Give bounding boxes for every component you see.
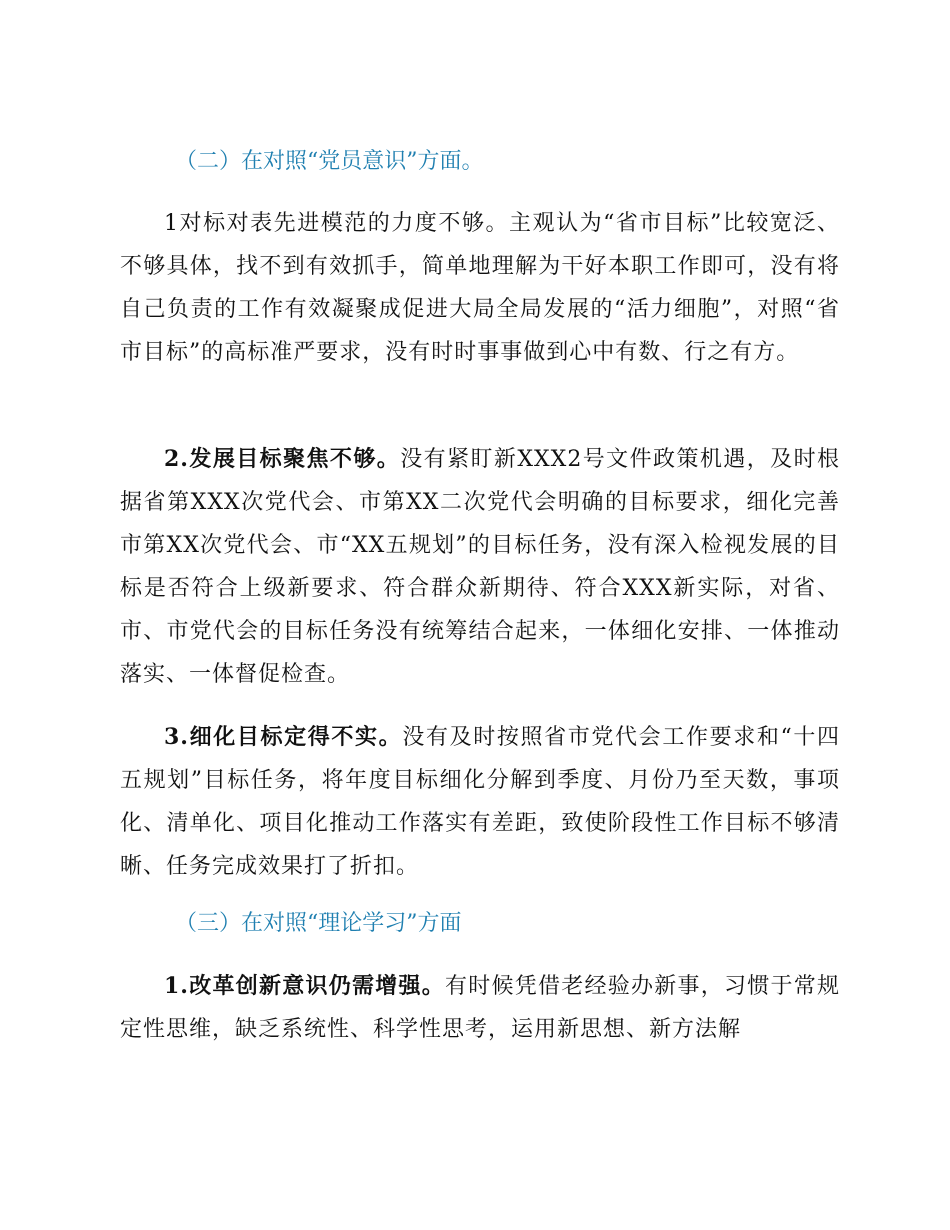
- paragraph-text: 没有及时按照省市党代会工作要求和“十四五规划”目标任务，将年度目标细化分解到季度、月份乃至天数，事项化、清单化、项目化推动工作落实有差距，致使阶段性工作目标不够清晰、任务完成效果打了折扣。: [120, 725, 841, 879]
- paragraph-detailed-goals: [120, 716, 840, 888]
- section-heading-party-awareness: （二）在对照“党员意识”方面。: [175, 149, 484, 174]
- paragraph-lead: 3.细化目标定得不实。: [164, 724, 403, 750]
- paragraph-benchmarking: [120, 202, 840, 374]
- section-heading-theory-study: （三）在对照“理论学习”方面: [175, 911, 462, 936]
- paragraph-lead: 2.发展目标聚焦不够。: [164, 446, 401, 472]
- paragraph-text: 没有紧盯新XXX2号文件政策机遇，及时根据省第XXX次党代会、市第XX二次党代会明确的目标要求，细化完善市第XX次党代会、市“XX五规划”的目标任务，没有深入检视发展的目标是否符合上级新要求、符合群众新期待、符合XXX新实际，对省、市、市党代会的目标任务没有统筹结合起来，一体细化安排、一体推动落实、一体督促检查。: [120, 447, 840, 687]
- paragraph-development-goals: [120, 438, 840, 696]
- paragraph-innovation: [120, 965, 840, 1051]
- paragraph-text: 有时候凭借老经验办新事，习惯于常规定性思维，缺乏系统性、科学性思考，运用新思想、新方法解: [120, 974, 840, 1042]
- paragraph-lead: 1.改革创新意识仍需增强。: [164, 973, 445, 999]
- paragraph-text: 1对标对表先进模范的力度不够。主观认为“省市目标”比较宽泛、不够具体，找不到有效抓手，简单地理解为干好本职工作即可，没有将自己负责的工作有效凝聚成促进大局全局发展的“活力细胞”，对照“省市目标”的高标准严要求，没有时时事事做到心中有数、行之有方。: [120, 211, 840, 365]
